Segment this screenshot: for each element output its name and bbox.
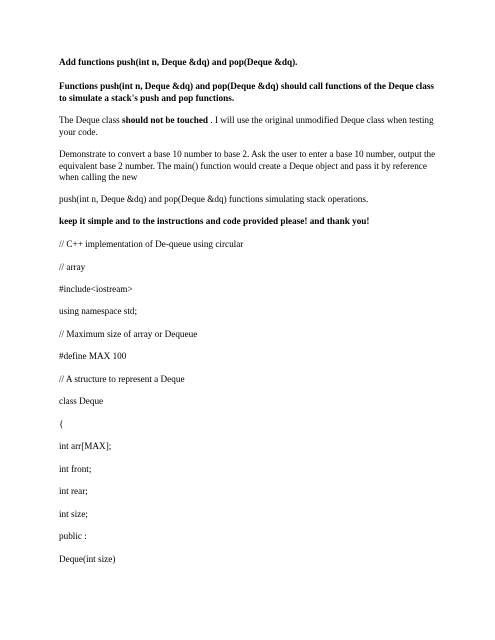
code-line: { (59, 419, 64, 429)
code-line: // C++ implementation of De-queue using circular (59, 239, 244, 249)
deque-note-before: The Deque class (59, 115, 123, 125)
code-line: #define MAX 100 (59, 351, 127, 361)
demonstrate-paragraph: Demonstrate to convert a base 10 number to base 2. Ask the user to enter a base 10 number, output the equivalent base 2 number. The main() function would create a Deque object and pass it by reference when calling the new (59, 149, 436, 182)
code-line: int size; (59, 509, 88, 519)
code-line: using namespace std; (59, 306, 138, 316)
keep-simple-paragraph: keep it simple and to the instructions and code provided please! and thank you! (59, 216, 370, 226)
code-line: // Maximum size of array or Dequeue (59, 329, 198, 339)
code-line: class Deque (59, 396, 104, 406)
code-line: // A structure to represent a Deque (59, 374, 185, 384)
deque-note-emphasis: should not be touched (122, 115, 209, 125)
push-pop-paragraph: push(int n, Deque &dq) and pop(Deque &dq) functions simulating stack operations. (59, 194, 369, 204)
code-line: // array (59, 262, 86, 272)
code-line: int front; (59, 464, 92, 474)
document-heading: Add functions push(int n, Deque &dq) and pop(Deque &dq). (59, 57, 298, 67)
deque-note-after: . I will use the original unmodified Deque class when testing your code. (59, 115, 434, 137)
code-line: int rear; (59, 486, 88, 496)
intro-paragraph: Functions push(int n, Deque &dq) and pop(Deque &dq) should call functions of the Deque class to simulate a stack's push and pop functions. (59, 81, 434, 103)
code-line: public : (59, 531, 87, 541)
code-line: Deque(int size) (59, 554, 116, 564)
code-line: int arr[MAX]; (59, 441, 112, 451)
deque-note-paragraph (59, 115, 439, 138)
code-line: #include<iostream> (59, 284, 133, 294)
